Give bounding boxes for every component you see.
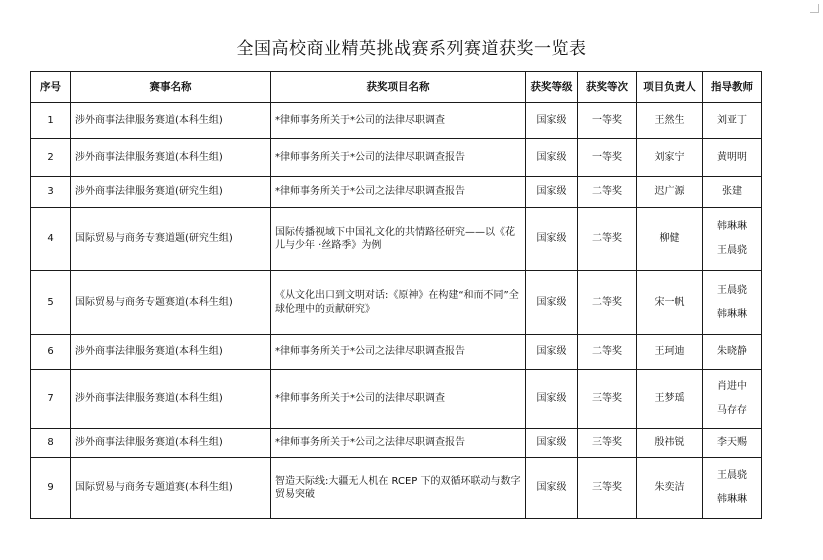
project-name: 智造天际线:大疆无人机在 RCEP 下的双循环联动与数字贸易突破 (271, 458, 526, 519)
project-name: *律师事务所关于*公司的法律尽职调查 (271, 370, 526, 429)
project-name: *律师事务所关于*公司之法律尽职调查报告 (271, 177, 526, 208)
project-leader: 朱奕洁 (637, 458, 703, 519)
header-cell-no: 序号 (31, 72, 71, 103)
award-level: 国家级 (526, 139, 578, 177)
project-name: *律师事务所关于*公司之法律尽职调查报告 (271, 429, 526, 458)
project-leader: 王然生 (637, 103, 703, 139)
row-number: 7 (31, 370, 71, 429)
advisor-name: 刘亚丁 (717, 114, 747, 126)
row-number: 3 (31, 177, 71, 208)
award-rank: 一等奖 (578, 103, 637, 139)
award-level: 国家级 (526, 370, 578, 429)
award-rank: 二等奖 (578, 177, 637, 208)
award-rank: 二等奖 (578, 208, 637, 271)
competition-name: 涉外商事法律服务赛道(本科生组) (71, 370, 271, 429)
row-number: 5 (31, 271, 71, 335)
row-number: 9 (31, 458, 71, 519)
advisor-name: 王晨骁 (717, 470, 747, 481)
award-level: 国家级 (526, 177, 578, 208)
advisor-name: 韩琳琳 (717, 221, 747, 232)
table-row (31, 335, 762, 370)
competition-name: 涉外商事法律服务赛道(本科生组) (71, 139, 271, 177)
header-cell-rank: 获奖等次 (578, 72, 637, 103)
advisor-name: 韩琳琳 (717, 308, 747, 320)
project-leader: 王梦瑶 (637, 370, 703, 429)
header-cell-teachers: 指导教师 (703, 72, 762, 103)
row-number: 2 (31, 139, 71, 177)
table-row (31, 139, 762, 177)
award-rank: 二等奖 (578, 335, 637, 370)
advisor-cell (703, 208, 762, 271)
project-leader: 殷祎锐 (637, 429, 703, 458)
advisor-cell (703, 177, 762, 208)
project-name: *律师事务所关于*公司之法律尽职调查报告 (271, 335, 526, 370)
header-cell-project: 获奖项目名称 (271, 72, 526, 103)
project-leader: 刘家宁 (637, 139, 703, 177)
header-cell-level: 获奖等级 (526, 72, 578, 103)
award-level: 国家级 (526, 103, 578, 139)
advisor-cell (703, 458, 762, 519)
advisor-name: 张建 (722, 186, 742, 197)
header-cell-leader: 项目负责人 (637, 72, 703, 103)
advisor-name: 马存存 (717, 405, 747, 416)
row-number: 1 (31, 103, 71, 139)
table-row (31, 271, 762, 335)
table-row (31, 370, 762, 429)
row-number: 6 (31, 335, 71, 370)
header-cell-competition: 赛事名称 (71, 72, 271, 103)
competition-name: 国际贸易与商务专题道赛(本科生组) (71, 458, 271, 519)
page-title: 全国高校商业精英挑战赛系列赛道获奖一览表 (236, 39, 587, 59)
advisor-cell (703, 335, 762, 370)
project-name: *律师事务所关于*公司的法律尽职调查 (271, 103, 526, 139)
competition-name: 涉外商事法律服务赛道(本科生组) (71, 429, 271, 458)
project-leader: 王珂迪 (637, 335, 703, 370)
project-leader: 柳健 (637, 208, 703, 271)
competition-name: 涉外商事法律服务赛道(本科生组) (71, 103, 271, 139)
advisor-name: 王晨骁 (717, 284, 747, 296)
advisor-cell (703, 103, 762, 139)
table-header-row (31, 72, 762, 103)
table-row (31, 429, 762, 458)
row-number: 8 (31, 429, 71, 458)
table-row (31, 177, 762, 208)
project-leader: 宋一帆 (637, 271, 703, 335)
competition-name: 国际贸易与商务专赛道题(研究生组) (71, 208, 271, 271)
award-level: 国家级 (526, 335, 578, 370)
awards-table (30, 71, 762, 519)
advisor-name: 黄明明 (717, 151, 747, 163)
project-name: 国际传播视域下中国礼文化的共情路径研究——以《花儿与少年 ·丝路季》为例 (271, 208, 526, 271)
table-row (31, 458, 762, 519)
project-leader: 迟广源 (637, 177, 703, 208)
advisor-cell (703, 429, 762, 458)
award-rank: 二等奖 (578, 271, 637, 335)
project-name: *律师事务所关于*公司的法律尽职调查报告 (271, 139, 526, 177)
award-level: 国家级 (526, 271, 578, 335)
page-corner-mark (810, 4, 819, 13)
advisor-name: 王晨骁 (717, 245, 747, 256)
award-rank: 三等奖 (578, 370, 637, 429)
award-rank: 三等奖 (578, 458, 637, 519)
competition-name: 涉外商事法律服务赛道(本科生组) (71, 335, 271, 370)
advisor-cell (703, 370, 762, 429)
advisor-name: 肖进中 (717, 381, 747, 392)
award-rank: 三等奖 (578, 429, 637, 458)
table-row (31, 208, 762, 271)
award-level: 国家级 (526, 208, 578, 271)
award-level: 国家级 (526, 458, 578, 519)
competition-name: 国际贸易与商务专题赛道(本科生组) (71, 271, 271, 335)
award-level: 国家级 (526, 429, 578, 458)
advisor-cell (703, 271, 762, 335)
row-number: 4 (31, 208, 71, 271)
table-row (31, 103, 762, 139)
competition-name: 涉外商事法律服务赛道(研究生组) (71, 177, 271, 208)
project-name: 《从文化出口到文明对话:《原神》在构建“和而不同”全球伦理中的贡献研究》 (271, 271, 526, 335)
advisor-name: 李天赐 (717, 437, 747, 448)
advisor-name: 朱晓静 (717, 346, 747, 357)
advisor-cell (703, 139, 762, 177)
advisor-name: 韩琳琳 (717, 494, 747, 505)
award-rank: 一等奖 (578, 139, 637, 177)
